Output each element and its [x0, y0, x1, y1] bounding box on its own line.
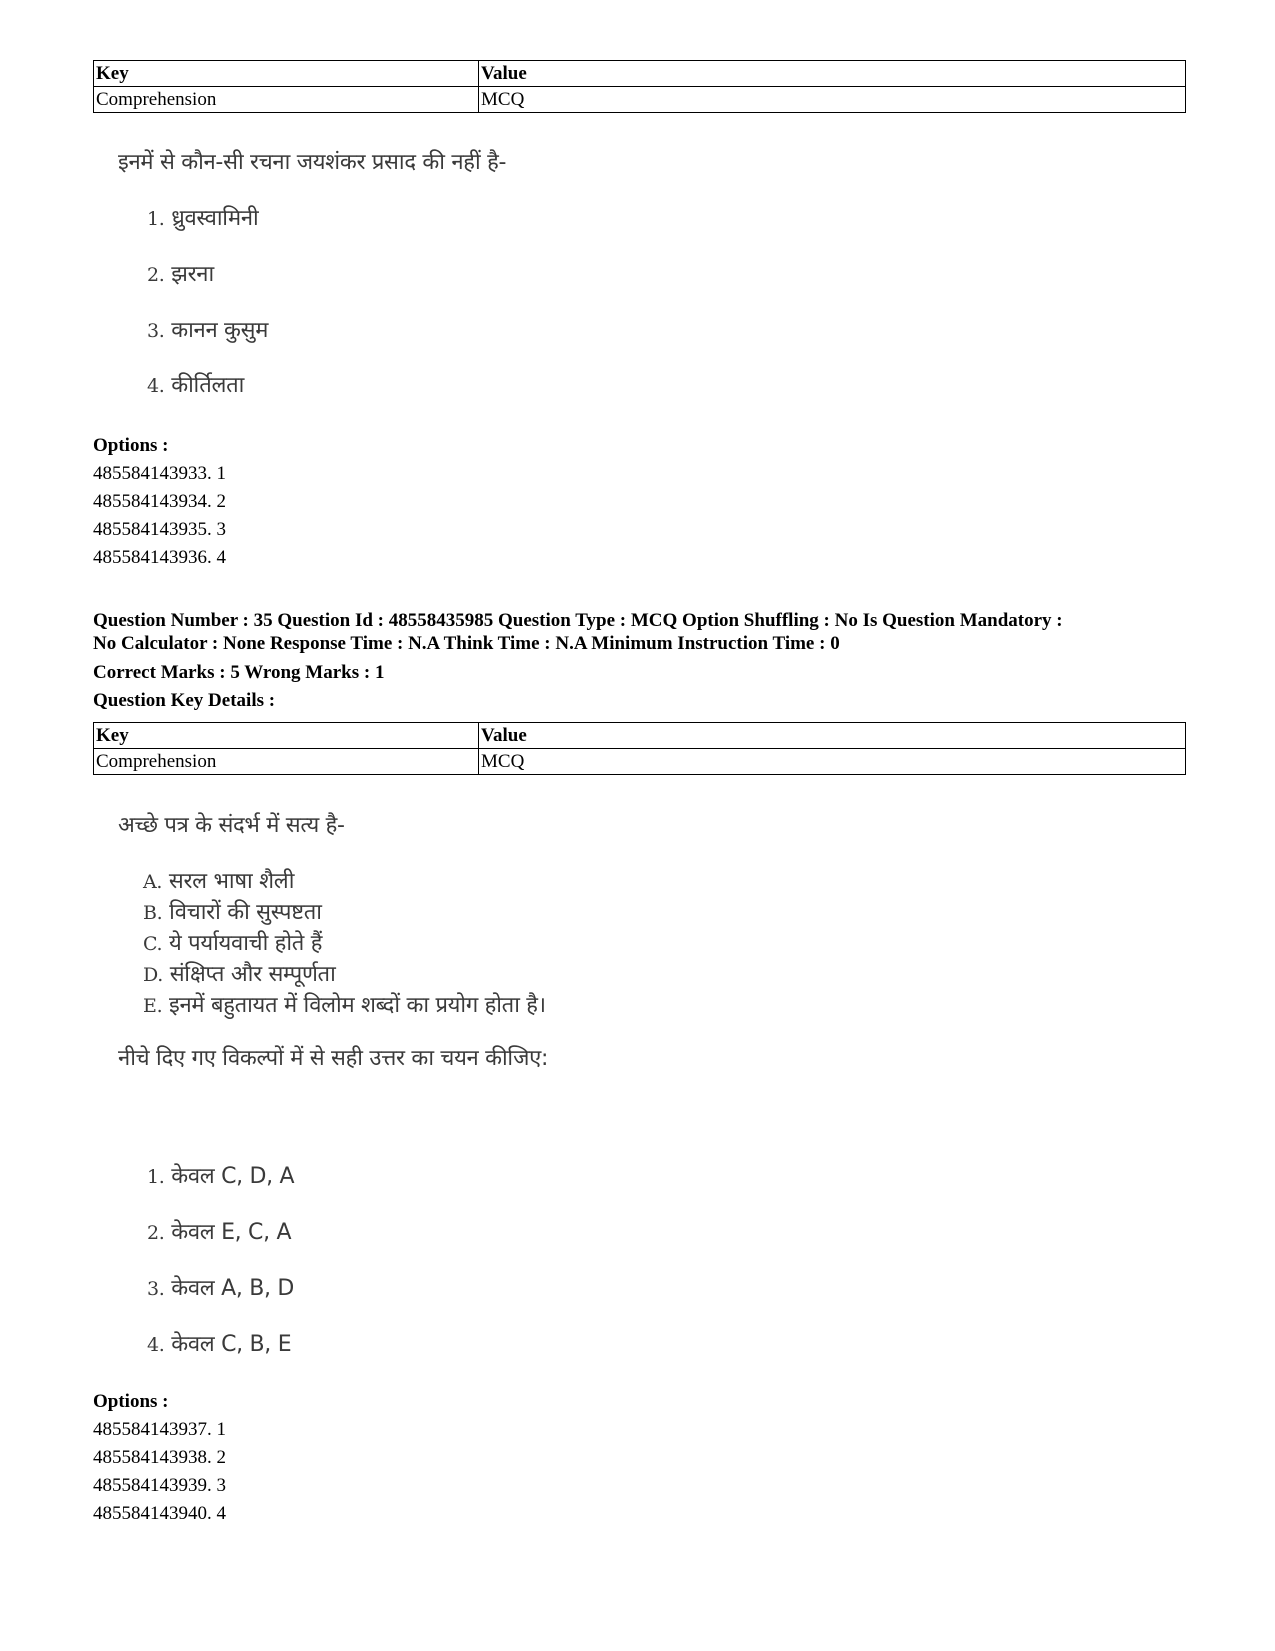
- statement-text: विचारों की सुस्पष्टता: [169, 900, 322, 925]
- statement-item: [143, 896, 322, 926]
- question-meta-line-1: Question Number : 35 Question Id : 48558435985 Question Type : MCQ Option Shuffling : No Is Question Mandatory :: [93, 610, 1063, 631]
- statement-item: [143, 989, 546, 1019]
- table-cell-value: MCQ: [479, 749, 1186, 775]
- choice-number: 3.: [147, 320, 165, 342]
- statement-text: इनमें बहुतायत में विलोम शब्दों का प्रयोग होता है।: [169, 993, 546, 1018]
- statement-letter: E.: [143, 995, 163, 1017]
- statement-letter: A.: [143, 871, 163, 893]
- option-line: 485584143933. 1: [93, 463, 226, 484]
- choice-number: 4.: [147, 1334, 165, 1356]
- choice-number: 4.: [147, 375, 165, 397]
- choice-text: कानन कुसुम: [171, 318, 269, 343]
- question-marks: Correct Marks : 5 Wrong Marks : 1: [93, 662, 385, 683]
- table-header-row: [94, 723, 1186, 749]
- statement-letter: D.: [143, 964, 163, 986]
- table-cell-key: Comprehension: [94, 87, 479, 113]
- statement-letter: C.: [143, 933, 163, 955]
- option-line: 485584143935. 3: [93, 519, 226, 540]
- choice-text: ध्रुवस्वामिनी: [171, 206, 259, 231]
- choice-number: 1.: [147, 208, 165, 230]
- statement-text: संक्षिप्त और सम्पूर्णता: [169, 962, 336, 987]
- question-meta-line-2: No Calculator : None Response Time : N.A Think Time : N.A Minimum Instruction Time : 0: [93, 633, 840, 654]
- choice-text: केवल C, B, E: [171, 1332, 292, 1357]
- options-label: Options :: [93, 1391, 169, 1412]
- choice-item: [147, 369, 244, 399]
- question-text: इनमें से कौन-सी रचना जयशंकर प्रसाद की नहीं है-: [118, 150, 507, 175]
- choice-number: 1.: [147, 1166, 165, 1188]
- option-line: 485584143934. 2: [93, 491, 226, 512]
- table-header-row: [94, 61, 1186, 87]
- table-header-key: Key: [94, 61, 479, 87]
- choice-item: [147, 1328, 291, 1358]
- statement-letter: B.: [143, 902, 163, 924]
- question-key-table: [93, 722, 1186, 775]
- option-line: 485584143939. 3: [93, 1475, 226, 1496]
- table-cell-value: MCQ: [479, 87, 1186, 113]
- statement-item: [143, 958, 335, 988]
- statement-item: [143, 865, 294, 895]
- option-line: 485584143936. 4: [93, 547, 226, 568]
- table-header-key: Key: [94, 723, 479, 749]
- choice-number: 2.: [147, 264, 165, 286]
- choice-text: केवल C, D, A: [171, 1164, 295, 1189]
- choice-text: झरना: [171, 262, 214, 287]
- choice-number: 3.: [147, 1278, 165, 1300]
- statement-item: [143, 927, 322, 957]
- choice-item: [147, 202, 258, 232]
- choice-item: [147, 1160, 294, 1190]
- question-text: अच्छे पत्र के संदर्भ में सत्य है-: [118, 813, 345, 838]
- choice-text: केवल E, C, A: [171, 1220, 292, 1245]
- choice-item: [147, 258, 214, 288]
- table-row: [94, 87, 1186, 113]
- choice-item: [147, 314, 268, 344]
- question-key-details-label: Question Key Details :: [93, 690, 276, 711]
- table-row: [94, 749, 1186, 775]
- instruction-text: नीचे दिए गए विकल्पों में से सही उत्तर का चयन कीजिए:: [118, 1046, 549, 1071]
- option-line: 485584143940. 4: [93, 1503, 226, 1524]
- statement-text: सरल भाषा शैली: [168, 869, 295, 894]
- choice-item: [147, 1272, 294, 1302]
- option-line: 485584143937. 1: [93, 1419, 226, 1440]
- options-label: Options :: [93, 435, 169, 456]
- statement-text: ये पर्यायवाची होते हैं: [169, 931, 323, 956]
- question-key-table: [93, 60, 1186, 113]
- choice-item: [147, 1216, 291, 1246]
- table-header-value: Value: [479, 61, 1186, 87]
- choice-number: 2.: [147, 1222, 165, 1244]
- option-line: 485584143938. 2: [93, 1447, 226, 1468]
- table-cell-key: Comprehension: [94, 749, 479, 775]
- table-header-value: Value: [479, 723, 1186, 749]
- choice-text: केवल A, B, D: [171, 1276, 295, 1301]
- choice-text: कीर्तिलता: [171, 373, 245, 398]
